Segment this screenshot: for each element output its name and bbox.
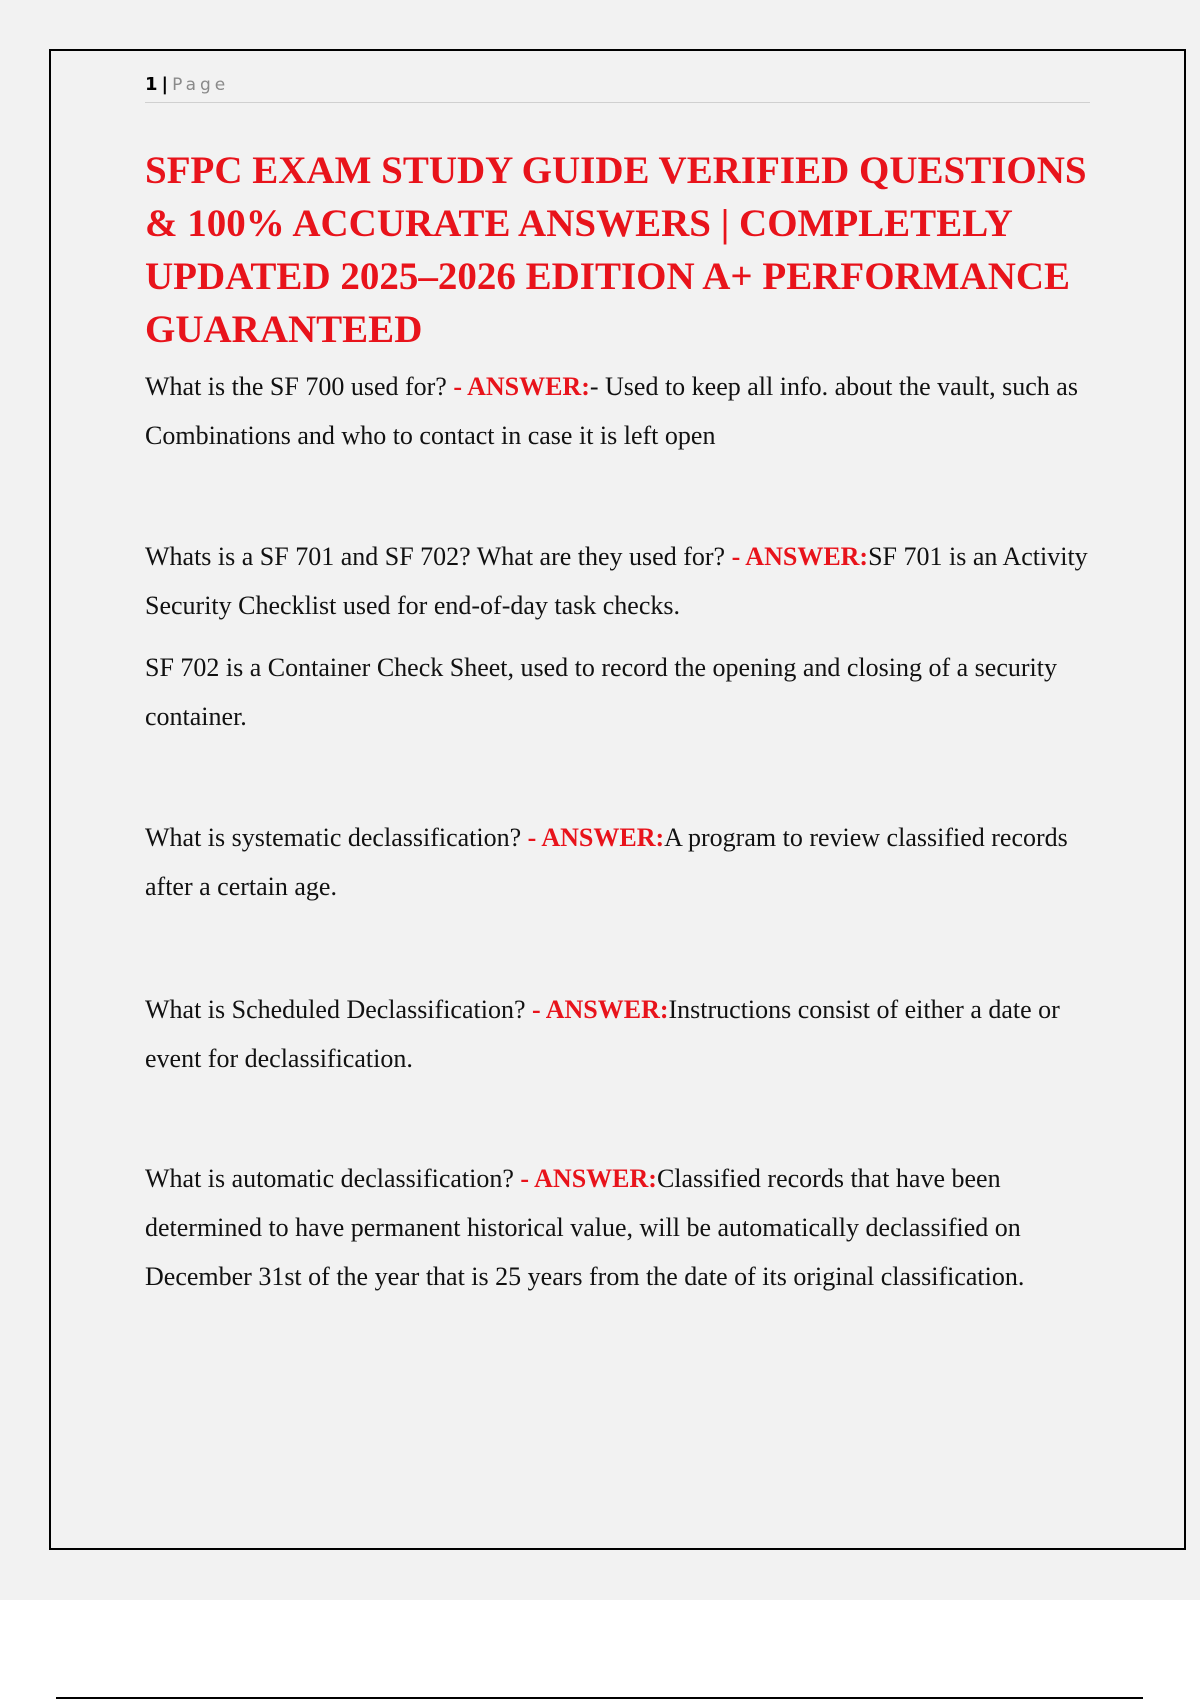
qa-item-sf700	[145, 362, 1090, 460]
header-separator: |	[161, 74, 169, 95]
answer-text: SF 702 is a Container Check Sheet, used to record the opening and closing of a security container.	[145, 653, 1057, 731]
answer-text: Classified records that have been determined to have permanent historical value, will be automatically declassified on December 31st of the year that is 25 years from the date of its original classification.	[145, 1164, 1025, 1291]
page-header	[145, 72, 1090, 103]
question-text: What is the SF 700 used for?	[145, 372, 454, 401]
answer-label: - ANSWER:	[527, 823, 665, 852]
qa-item-systematic-declassification	[145, 813, 1090, 911]
answer-label: - ANSWER:	[520, 1164, 657, 1193]
answer-label: - ANSWER:	[453, 372, 590, 401]
qa-item-scheduled-declassification	[145, 985, 1090, 1083]
qa-item-automatic-declassification	[145, 1154, 1090, 1301]
answer-label: - ANSWER:	[531, 995, 669, 1024]
question-text: Whats is a SF 701 and SF 702? What are they used for?	[145, 542, 732, 571]
answer-text: A program to review classified records after a certain age.	[145, 823, 1068, 901]
answer-text: - Used to keep all info. about the vault, such as Combinations and who to contact in case it is left open	[145, 372, 1078, 450]
answer-text: SF 701 is an Activity Security Checklist used for end-of-day task checks.	[145, 542, 1088, 620]
answer-label: - ANSWER:	[731, 542, 869, 571]
page-label: Page	[172, 75, 230, 95]
qa-item-sf701-sf702	[145, 532, 1090, 630]
document-title: SFPC EXAM STUDY GUIDE VERIFIED QUESTIONS & 100% ACCURATE ANSWERS | COMPLETELY UPDATED 2025–2026 EDITION A+ PERFORMANCE GUARANTEED	[145, 149, 1087, 351]
question-text: What is automatic declassification?	[145, 1164, 521, 1193]
question-text: What is systematic declassification?	[145, 823, 528, 852]
qa-item-sf702-continuation	[145, 643, 1090, 741]
next-page-top-rule	[56, 1697, 1143, 1699]
page-number: 1	[145, 74, 158, 95]
answer-text: Instructions consist of either a date or event for declassification.	[145, 995, 1060, 1073]
question-text: What is Scheduled Declassification?	[145, 995, 532, 1024]
